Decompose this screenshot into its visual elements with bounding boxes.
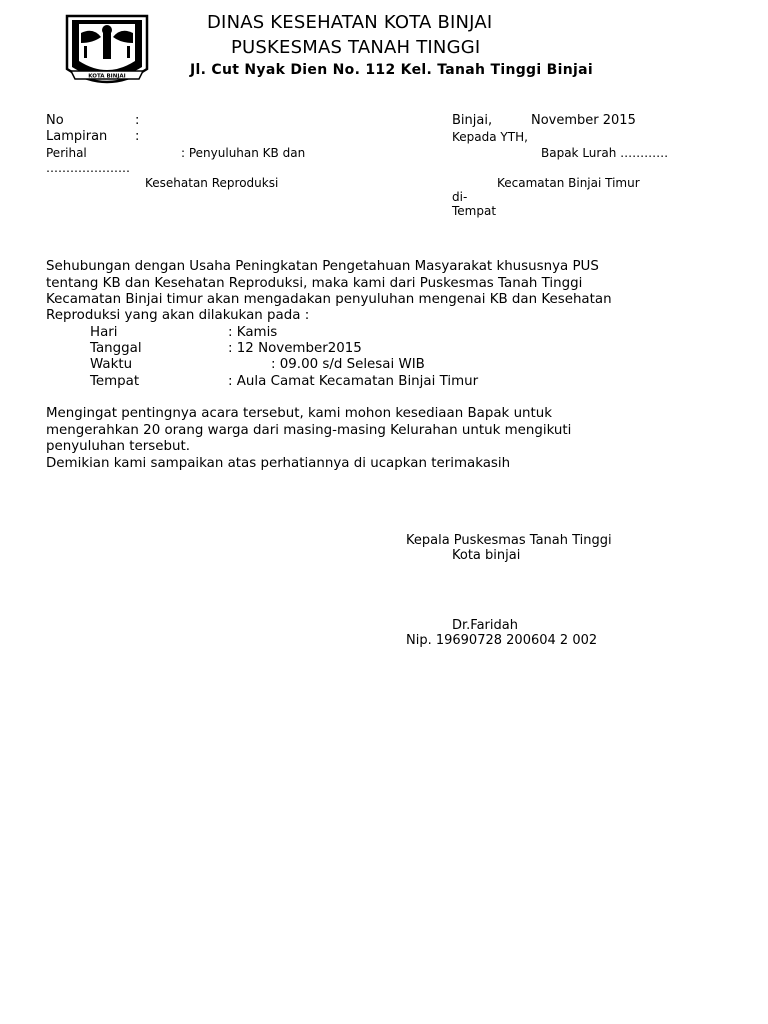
svg-text:KOTA BINJAI: KOTA BINJAI: [88, 73, 126, 80]
lampiran-label: Lampiran: [46, 129, 108, 144]
closing-line: Demikian kami sampaikan atas perhatiannya di ucapkan terimakasih: [46, 456, 511, 471]
schedule-value-tanggal: : 12 November2015: [228, 341, 362, 356]
body-paragraph-line: penyuluhan tersebut.: [46, 439, 190, 454]
schedule-label-tanggal: Tanggal: [90, 341, 142, 356]
signature-city: Kota binjai: [452, 548, 521, 563]
signature-title: Kepala Puskesmas Tanah Tinggi: [406, 533, 612, 548]
letterhead-agency: DINAS KESEHATAN KOTA BINJAI: [207, 12, 493, 33]
body-paragraph-line: mengerahkan 20 orang warga dari masing-masing Kelurahan untuk mengikuti: [46, 423, 572, 438]
signature-nip: Nip. 19690728 200604 2 002: [406, 633, 598, 648]
signature-name: Dr.Faridah: [452, 618, 518, 633]
schedule-value-hari: : Kamis: [228, 325, 278, 340]
letterhead-puskesmas: PUSKESMAS TANAH TINGGI: [231, 37, 481, 58]
lampiran-colon: :: [135, 129, 140, 144]
body-paragraph-line: Sehubungan dengan Usaha Peningkatan Pengetahuan Masyarakat khususnya PUS: [46, 259, 599, 274]
kepada-yth: Kepada YTH,: [452, 130, 528, 144]
perihal-value: : Penyuluhan KB dan: [181, 146, 306, 160]
letterhead-address: Jl. Cut Nyak Dien No. 112 Kel. Tanah Tinggi Binjai: [190, 62, 593, 78]
no-label: No: [46, 113, 64, 128]
dots-line: …………………: [46, 161, 130, 175]
no-colon: :: [135, 113, 140, 128]
recipient-di: di-: [452, 190, 468, 204]
body-paragraph-line: tentang KB dan Kesehatan Reproduksi, maka kami dari Puskesmas Tanah Tinggi: [46, 276, 583, 291]
schedule-value-tempat: : Aula Camat Kecamatan Binjai Timur: [228, 374, 479, 389]
body-paragraph-line: Kecamatan Binjai timur akan mengadakan penyuluhan mengenai KB dan Kesehatan: [46, 292, 612, 307]
perihal-label: Perihal: [46, 146, 87, 160]
recipient-tempat: Tempat: [452, 204, 497, 218]
schedule-label-tempat: Tempat: [90, 374, 140, 389]
schedule-value-waktu: : 09.00 s/d Selesai WIB: [271, 357, 425, 372]
letter-place: Binjai,: [452, 113, 493, 128]
perihal-value-2: Kesehatan Reproduksi: [145, 176, 279, 190]
schedule-label-hari: Hari: [90, 325, 118, 340]
kota-binjai-emblem-logo: [57, 13, 157, 90]
recipient-bapak-lurah: Bapak Lurah …………: [541, 146, 669, 160]
body-paragraph-line: Reproduksi yang akan dilakukan pada :: [46, 308, 310, 323]
body-paragraph-line: Mengingat pentingnya acara tersebut, kami mohon kesediaan Bapak untuk: [46, 406, 553, 421]
recipient-kecamatan: Kecamatan Binjai Timur: [497, 176, 640, 190]
schedule-label-waktu: Waktu: [90, 357, 133, 372]
letter-date: November 2015: [531, 113, 636, 128]
